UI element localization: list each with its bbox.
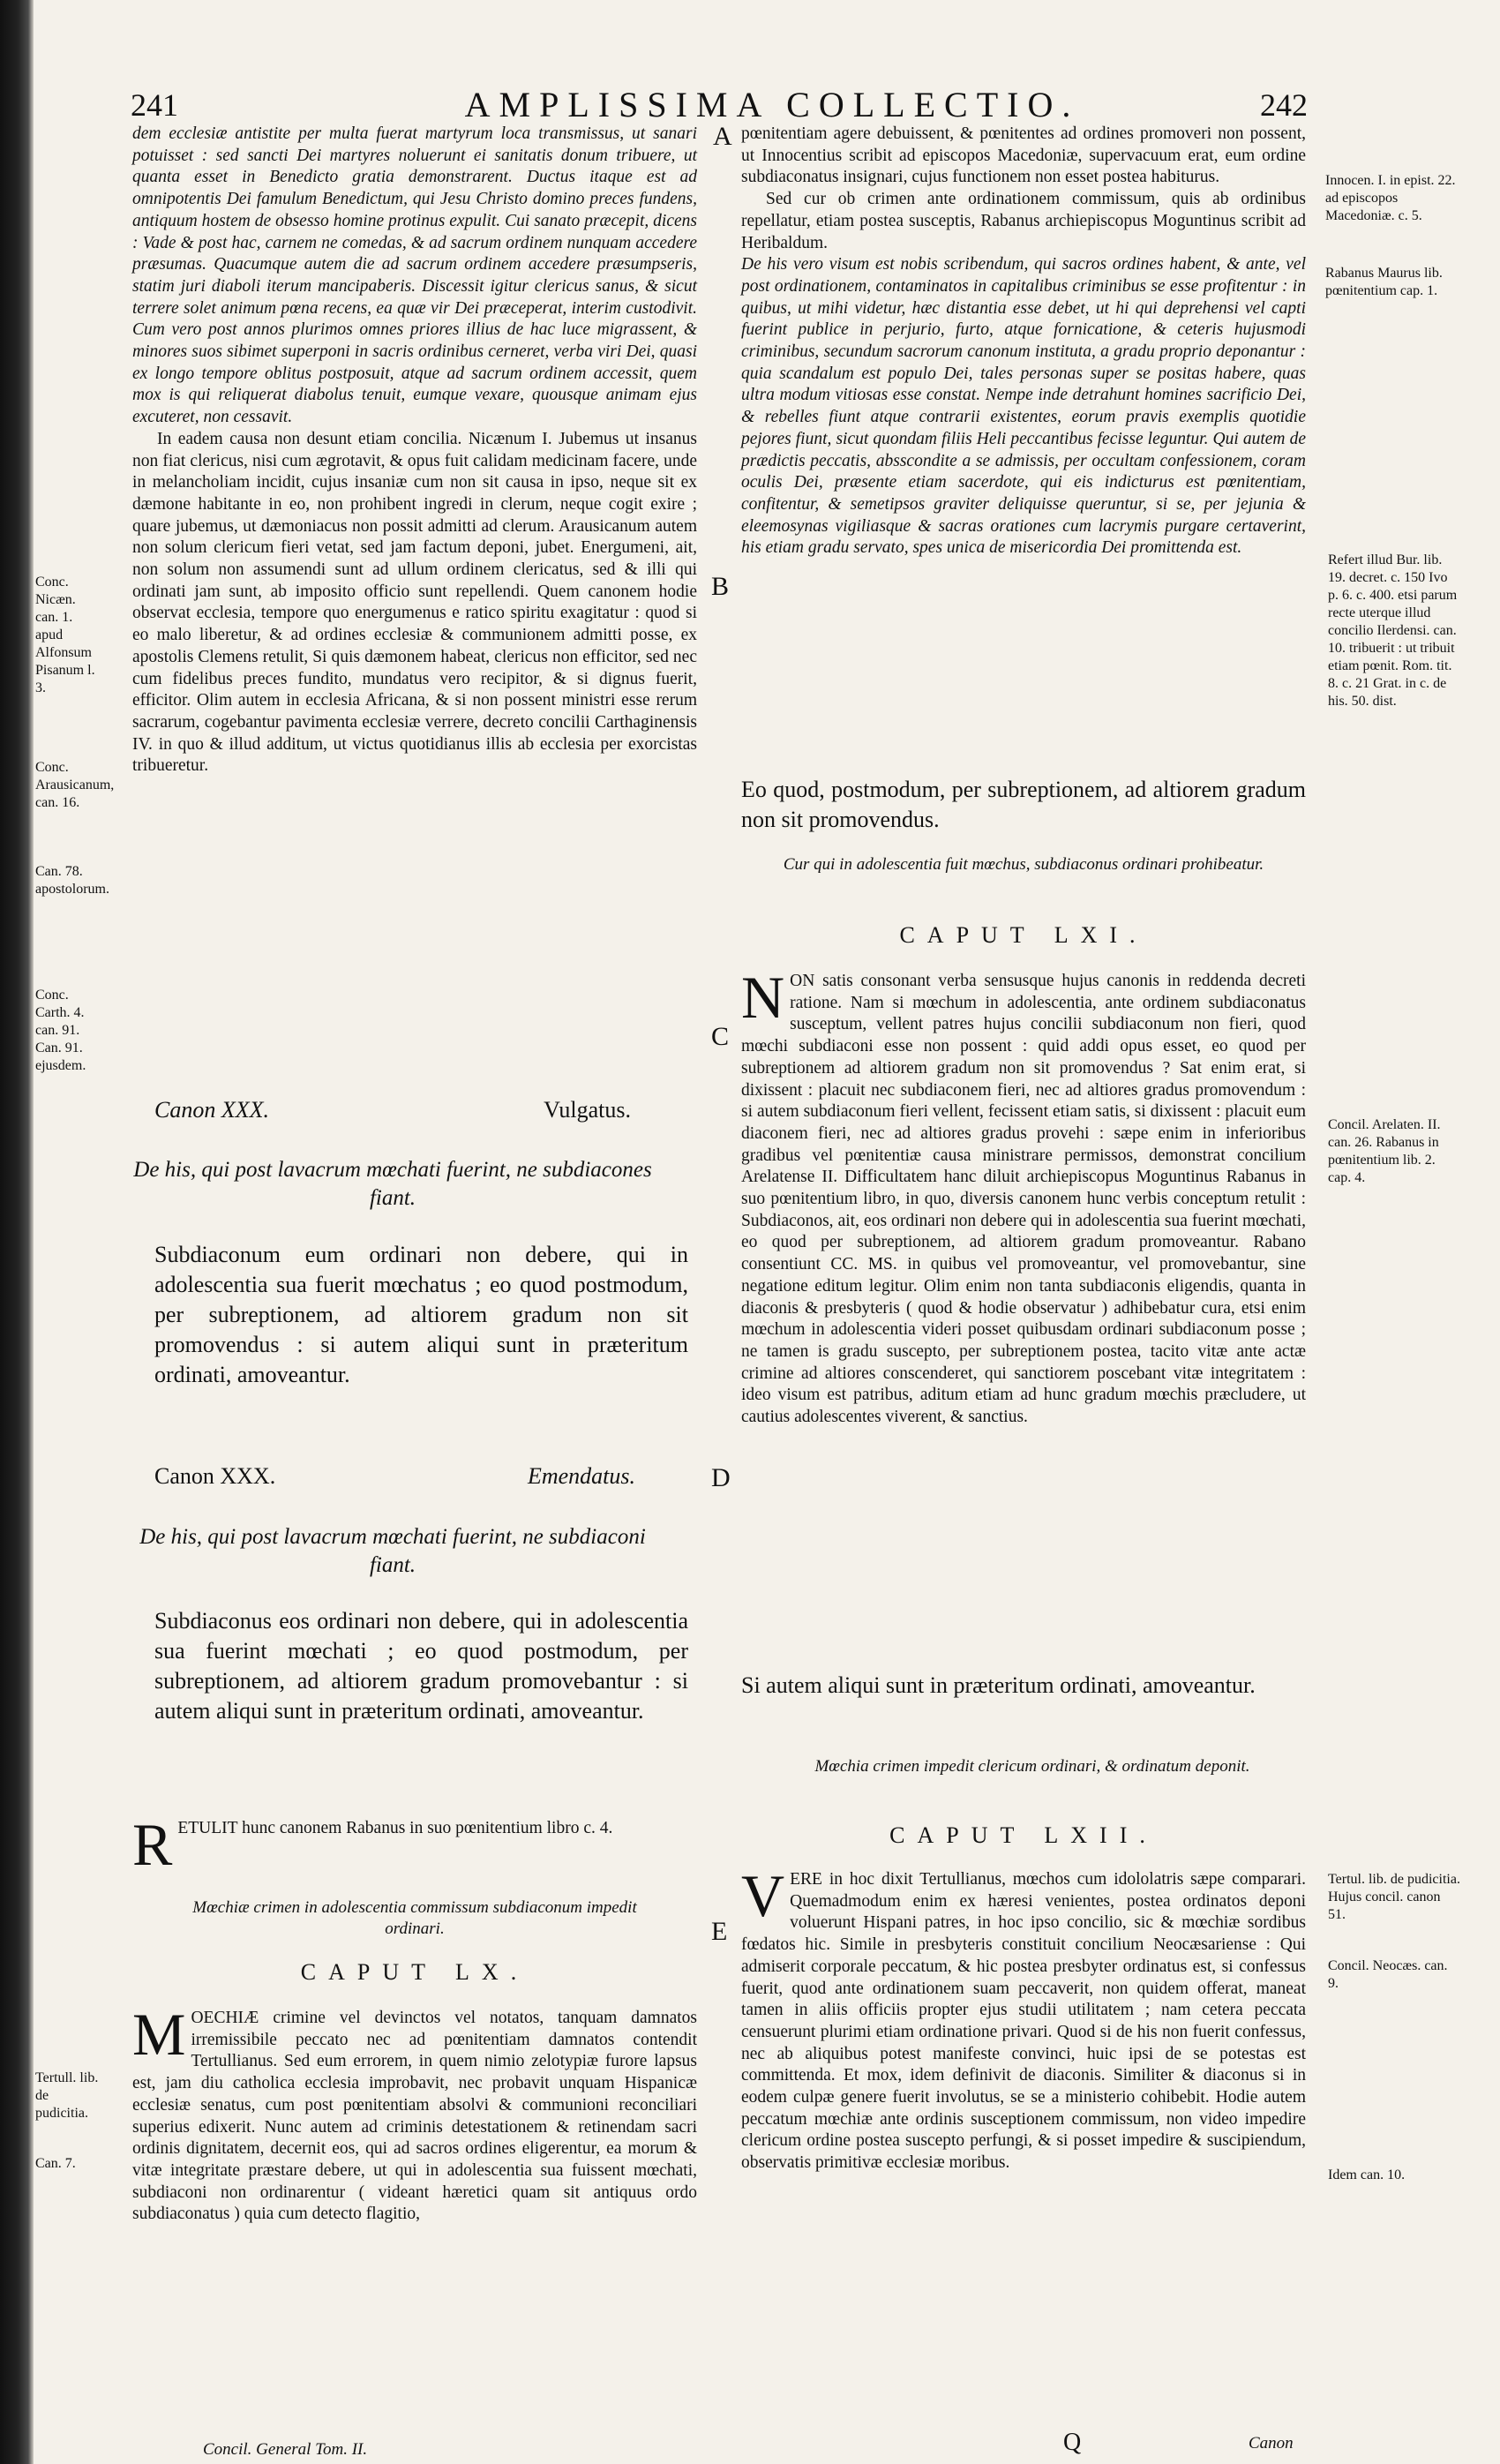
left-margin-note-3: Can. 78. apostolorum. [35, 864, 109, 897]
caput-61-text [741, 964, 1306, 1429]
book-gutter [0, 0, 34, 2464]
right-margin-note-1: Innocen. I. in epist. 22. ad episcopos Macedoniæ. c. 5. [1325, 173, 1456, 223]
left-intro-italic: dem ecclesiæ antistite per multa fuerat martyrum loca transmissus, ut sanari potuisset : sed sancti Dei martyres noluerunt ei sanitatis donum tribuere, ut quanta esset in Benedicto gratia demonstrarent. Ductus itaque est ad omnipotentis Dei famulum Benedictum, qui Jesu Christo domino preces fundens, antiquum hostem de obsesso homine protinus expulit. Cui sanato præcepit, dicens : Vade & post hac, carnem ne comedas, & ad sacrum ordinem nunquam accedere præsumas. Quacumque autem die ad sacrum ordinem accedere præsumpseris, statim juri diaboli iterum mancipaberis. Discessit igitur clericus sanus, & sicut terrere solet animum pœna recens, ea quæ vir Dei præceperat, interim custodivit. Cum vero post annos plurimos omnes priores illius de hac luce migrassent, & minores suos sibimet superponi in sacris ordinibus cerneret, verba viri Dei, quasi ex longo tempore oblitus postposuit, atque ad sacrum ordinem accessit, quem mox is qui reliquerat diabolus tenuit, eumque vexare, quousque animam ejus excuteret, non cessavit. [132, 124, 697, 427]
retulit-italic-summary: Mœchiæ crimen in adolescentia commissum subdiaconum impedit ordinari. [192, 1898, 637, 1938]
drop-cap: N [741, 964, 785, 1031]
canon-emendatus-title: De his, qui post lavacrum mœchati fuerint, ne subdiaconi fiant. [139, 1525, 646, 1577]
retulit-paragraph [132, 1811, 697, 1878]
section-letter-a: A [713, 122, 732, 151]
right-top-block [741, 124, 1306, 560]
right-margin-note-2: Rabanus Maurus lib. pœnitentium cap. 1. [1325, 266, 1443, 298]
caput-61-heading: CAPUT LXI. [899, 922, 1148, 948]
caput-60-body: OECHIÆ crimine vel devinctos vel notatos, tanquam damnatos irremissibile peccato nec ad pœnitentiam damnatos contendit Tertullianus. Sed eum errorem, in quem nimio zelotypiæ furore lapsus est, jam diu catholica ecclesia improbavit, nec probavit unquam Hispanicæ ecclesiæ senatus, cum post pœnitentiam absolvi & communioni reconciliari superius edixerit. Nunc autem ad criminis detestationem & retinendam sacri ordinis dignitatem, decernit eos, qui ad sacros ordines eligerentur, ea morum & vitæ integritate præstare debere, ut qui in adolescentia sua fuissent mœchati, subdiaconi non ordinarentur ( videant hæretici quam sit antiquus ordo subdiaconatus ) quia cum detecto flagitio, [132, 2009, 697, 2224]
left-margin-note-6: Can. 7. [35, 2156, 76, 2171]
signature-mark: Q [1063, 2429, 1082, 2456]
section-letter-e: E [711, 1917, 728, 1946]
right-para-rabanus-italic: De his vero visum est nobis scribendum, qui sacros ordines habent, & ante, vel post ordinationem, contaminatos in capitalibus criminibus se esse profitentur : in quibus, ut mihi videtur, hæc distantia esse debet, ut hi qui deprehensi vel capti fuerint publice in perjurio, furto, atque fornicatione, & ceteris hujusmodi criminibus, secundum sacrorum canonum instituta, a gradu proprio deponantur : quia scandalum est populo Dei, tales personas super se positas habere, quas ultra modum vitiosas esse constat. Nempe inde detrahunt homines sacrificio Dei, & rebelles fiunt atque contrarii existentes, eorum pravis exemplis quotidie pejores fiunt, sicut quondam filiis Heli peccantibus fecisse leguntur. Qui autem de prædictis peccatis, absscondite a se admissis, per occultam confessionem, coram oculis Dei, præsente etiam sacerdote, qui eis indicturus est pœnitentiam, confitentur, & semetipsos graviter deliquisse queruntur, si se, per jejunia & eleemosynas vigiliasque & sacras orationes cum lacrymis purgare certaverint, his etiam gradu servato, spes unica de misericordia Dei promittenda est. [741, 255, 1306, 558]
caput-62-body: ERE in hoc dixit Tertullianus, mœchos cum idololatris sæpe comparari. Quemadmodum enim ex hæresi venientes, postea ordinatos deponi voluerunt Hispani patres, in hoc ipso concilio, sic & mœchiæ sordibus fœdatos hic. Simile in presbyteris constituit concilium Neocæsariense : Qui admiserit corporale peccatum, & hic postea presbyter ordinatus est, si confessus fuerit, quod ante ordinationem suam peccaverit, non quidem offerat, maneat tamen in aliis officiis propter ejus studii utilitatem ; nam cetera peccata censuerunt plurimi etiam ordinatione privari. Quod si de his non fuerit confessus, nec ab aliquibus potest manifeste convinci, huic ipsi de se potestas est committenda. Et mox, idem definivit de diaconis. Similiter & diaconus si in eodem culpæ genere fuerit involutus, se se a ministerio cohibebit. Hodie autem peccatum mœchiæ ante ordinis susceptionem commissum, non video impedire clericum ordine postea suscepto perfungi, & si posset impedire & suscipiendum, observatis primitivæ ecclesiæ moribus. [741, 1870, 1306, 2173]
section-letter-c: C [711, 1022, 730, 1051]
right-margin-note-7: Idem can. 10. [1328, 2167, 1406, 2182]
canon-vulgatus-title: De his, qui post lavacrum mœchati fuerint, ne subdiacones fiant. [133, 1158, 652, 1210]
right-margin-note-3: Refert illud Bur. lib. 19. decret. c. 150 Ivo p. 6. c. 400. etsi parum recte uterque illud concilio Ilerdensi. can. 10. tribuerit : ut tribuit etiam pœnit. Rom. tit. 8. c. 21 Grat. in c. de his. 50. dist. [1328, 552, 1458, 709]
caput-62-heading: CAPUT LXII. [889, 1822, 1158, 1848]
canon-emendatus-text: Subdiaconus eos ordinari non debere, qui in adolescentia sua fuerint mœchati ; eo quod postmodum, per subreptionem, ad altiorem gradum promovebantur : si autem aliqui sunt in præteritum ordinati, amoveantur. [154, 1608, 688, 1724]
canon-heading-big-1: Eo quod, postmodum, per subreptionem, ad altiorem gradum non sit promovendus. [741, 777, 1306, 832]
caput-61-summary: Cur qui in adolescentia fuit mœchus, subdiaconus ordinari prohibeatur. [783, 855, 1264, 874]
canon-vulgatus-header [154, 1097, 631, 1123]
caput-62-summary: Mœchia crimen impedit clericum ordinari, & ordinatum deponit. [814, 1757, 1250, 1776]
page-number-right: 242 [1260, 87, 1308, 123]
catchword: Canon [1249, 2434, 1294, 2453]
retulit-text: ETULIT hunc canonem Rabanus in suo pœnitentium libro c. 4. [177, 1819, 613, 1837]
canon-emendatus-header [154, 1463, 635, 1490]
right-margin-note-4: Concil. Arelaten. II. can. 26. Rabanus in pœnitentium lib. 2. cap. 4. [1328, 1117, 1441, 1185]
left-margin-note-1: Conc. Nicæn. can. 1. apud Alfonsum Pisanum l. 3. [35, 575, 95, 695]
drop-cap: R [132, 1811, 173, 1878]
drop-cap: V [741, 1862, 785, 1929]
canon-tag: Vulgatus. [544, 1097, 631, 1123]
canon-tag: Emendatus. [527, 1463, 635, 1489]
caput-62-text [741, 1862, 1306, 2175]
caput-60-heading: CAPUT LX. [300, 1959, 529, 1985]
canon-heading-big-2: Si autem aliqui sunt in præteritum ordinati, amoveantur. [741, 1672, 1256, 1698]
canon-label: Canon XXX. [154, 1463, 276, 1489]
right-para-sed: Sed cur ob crimen ante ordinationem commissum, quis ab ordinibus repellatur, etiam postea susceptis, Rabanus archiepiscopus Moguntinus scribit ad Heribaldum. [741, 190, 1306, 252]
page-footer: Concil. General Tom. II. [203, 2440, 368, 2459]
left-column [132, 124, 697, 778]
right-margin-note-6: Concil. Neocæs. can. 9. [1328, 1958, 1448, 1991]
caput-61-body: ON satis consonant verba sensusque hujus canonis in reddenda decreti ratione. Nam si mœchum in adolescentia, ante ordinem subdiaconatus susceptum, vellent patres hujus concilii subdiaconum non fieri, quod mœchi subdiaconi esse non possent : quid addi opus esset, eo quod per subreptionem ad altiorem gradum non sit promovendus ? Sat enim erat, si dixissent : placuit nec subdiaconem fieri, nec ad altiores gradus promovendum : si autem subdiaconum fieri vellent, fecissent etiam satis, si dixissent : placuit eum diaconem fieri, nec ad altiores gradus provehi : sæpe enim in inferioribus gradibus vel pœnitentiæ causa ministrare permissos, demonstrat concilium Arelatense II. Difficultatem hanc diluit archiepiscopus Moguntinus Rabanus in suo pœnitentium libro, in quo, diversis canonem hunc verbis conceptum retulit : Subdiaconos, ait, eos ordinari non debere qui in adolescentia sua fuerint mœchati, eo quod per subreptionem, ad altiorem gradum promoveantur. Rabano consentiunt CC. MS. in quibus vel promoveantur, vel promovebantur, sine negatione editum legitur. Olim enim non tanta subdiaconis eligendis, quanta in diaconis & presbyteris ( quod & hodie observatur ) adhibebatur cura, etsi enim mœchum in adolescentia videri posset quibusdam ordinari subdiaconum posse ; ne tamen is gradu suscepto, per subreptionem postea, tacito vitæ ante actæ crimine ad altiores conscenderet, qui sanctiorem poscebant vitæ integritatem : ideo visum est patribus, aditum etiam ad hunc gradum mœchis præcludere, ut cautius adolescentes viverent, & sanctius. [741, 972, 1306, 1427]
left-para-concilia: In eadem causa non desunt etiam concilia. Nicænum I. Jubemus ut insanus non fiat clericus, nisi cum ægrotavit, & opus fuit calidam medicinam facere, unde in melancholiam incidit, cujus insaniæ cum non sit causa in ipso, neque sit ex dæmone habitante in eo, non prohibent ingredi in clerum, neque cogit exire ; quare jubemus, ut dæmoniacus non possit admitti ad clerum. Arausicanum autem non solum clericum fieri vetat, sed jam factum deponi, jubet. Energumeni, ait, non solum non assumendi sunt ad ullum ordinem clericatus, sed & illi qui ordinati jam sunt, ab imposito officio sunt repellendi. Quem canonem hodie observat ecclesia, tempore quo energumenus e ratico spiritu exagitatur : quod si eo malo liberetur, & ad ordines ecclesiæ & communionem admitti posse, ex apostolis Clemens retulit, Si quis dæmonem habeat, clericus non efficitor, sed nec cum fidelibus preces fundito, mundatus vero recipitor, & si dignus fuerit, efficitor. Olim autem in ecclesia Africana, & si non possent ministri esse rerum sacrarum, cogebantur pavimenta ecclesiæ verrere, decreto concilii Carthaginensis IV. in quo & illud additum, ut victus quotidianus illis ab ecclesia per exorcistas tribueretur. [132, 429, 697, 776]
left-margin-note-5: Tertull. lib. de pudicitia. [35, 2070, 99, 2121]
canon-label: Canon XXX. [154, 1097, 269, 1123]
section-letter-d: D [711, 1463, 731, 1492]
section-letter-b: B [711, 572, 730, 601]
canon-vulgatus-text: Subdiaconum eum ordinari non debere, qui in adolescentia sua fuerit mœchatus ; eo quod postmodum, per subreptionem, ad altiorem gradum non sit promovendus : si autem aliqui sunt in præteritum ordinati, amoveantur. [154, 1242, 688, 1387]
running-title: AMPLISSIMA COLLECTIO. [464, 85, 1080, 124]
right-top-text: pœnitentiam agere debuissent, & pœnitentes ad ordines promoveri non possent, ut Innocentius scribit ad episcopos Macedoniæ, supervacuum erat, eum ordine subdiaconatus insignari, cujus functionem non esset postea habiturus. [741, 124, 1306, 187]
left-margin-note-4: Conc. Carth. 4. can. 91. Can. 91. ejusdem. [35, 988, 86, 1073]
right-margin-note-5: Tertul. lib. de pudicitia. Hujus concil. canon 51. [1328, 1872, 1460, 1922]
caput-60-text [132, 2001, 697, 2226]
page-number-left: 241 [131, 87, 178, 123]
drop-cap: M [132, 2001, 186, 2068]
left-margin-note-2: Conc. Arausicanum, can. 16. [35, 760, 115, 810]
